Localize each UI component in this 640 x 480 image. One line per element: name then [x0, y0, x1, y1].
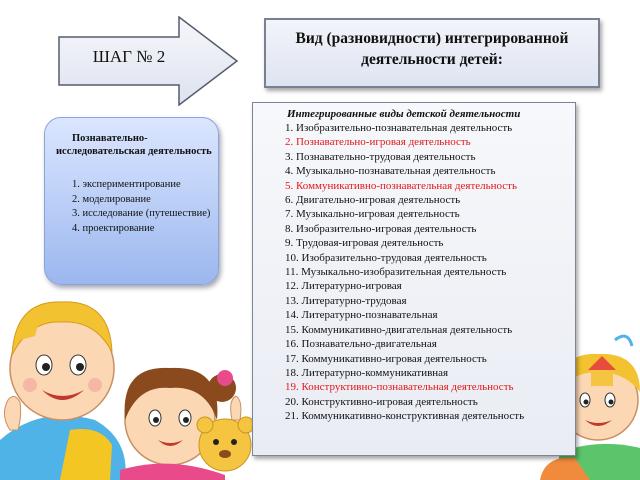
list-item: 3. Познавательно-трудовая деятельность	[285, 150, 476, 163]
integrated-activities-heading: Интегрированные виды детской деятельности	[287, 108, 521, 120]
list-item: 3. исследование (путешествие)	[72, 208, 211, 219]
list-item: 6. Двигательно-игровая деятельность	[285, 194, 461, 207]
page-title: Вид (разновидности) интегрированной деятельности детей:	[264, 18, 600, 88]
list-item: 15. Коммуникативно-двигательная деятельность	[285, 323, 513, 336]
list-item: 1. Изобразительно-познавательная деятельность	[285, 122, 513, 134]
list-item: 4. проектирование	[72, 222, 155, 234]
list-item: 19. Конструктивно-познавательная деятельность	[285, 381, 514, 394]
list-item: 9. Трудовая-игровая деятельность	[285, 237, 444, 250]
list-item: 20. Конструктивно-игровая деятельность	[285, 395, 478, 408]
list-item: 5. Коммуникативно-познавательная деятельность	[285, 179, 518, 192]
list-item: 8. Изобразительно-игровая деятельность	[285, 222, 477, 235]
list-item: 2. моделирование	[72, 193, 151, 205]
list-item: 13. Литературно-трудовая	[285, 294, 407, 307]
list-item: 11. Музыкально-изобразительная деятельность	[285, 266, 507, 279]
list-item: 21. Коммуникативно-конструктивная деятельность	[285, 410, 525, 423]
cognitive-activity-list	[56, 178, 218, 236]
step-label: ШАГ № 2	[92, 47, 166, 66]
list-item: 14. Литературно-познавательная	[285, 309, 438, 322]
integrated-activities-list	[285, 121, 573, 424]
list-item: 12. Литературно-игровая	[285, 280, 402, 293]
cognitive-activity-heading: Познавательно-исследовательская деятельность	[56, 133, 212, 157]
list-item: 1. экспериментирование	[72, 179, 181, 190]
list-item: 4. Музыкально-познавательная деятельность	[285, 165, 496, 178]
list-item: 18. Литературно-коммуникативная	[285, 366, 449, 379]
list-item: 16. Познавательно-двигательная	[285, 338, 437, 351]
list-item: 7. Музыкально-игровая деятельность	[285, 208, 460, 221]
list-item: 10. Изобразительно-трудовая деятельность	[285, 251, 487, 264]
list-item: 2. Познавательно-игровая деятельность	[285, 136, 471, 149]
list-item: 17. Коммуникативно-игровая деятельность	[285, 352, 487, 365]
